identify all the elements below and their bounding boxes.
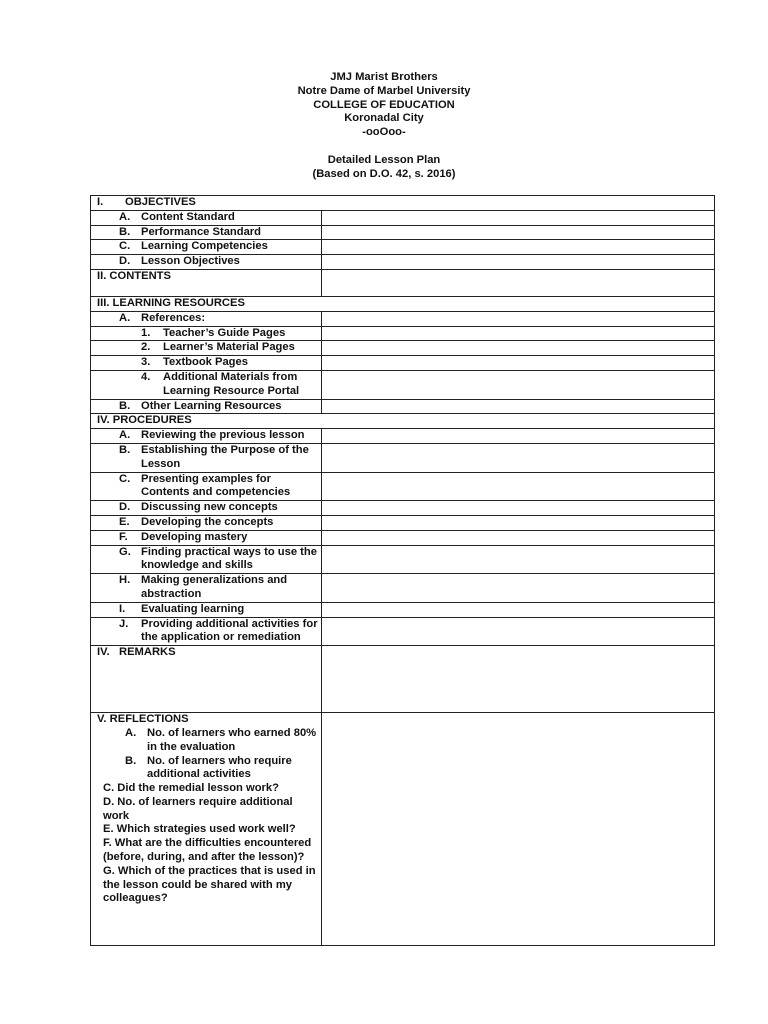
list-item: D. No. of learners require additional work <box>103 795 293 822</box>
contents-row <box>91 269 715 296</box>
table-row: A. References: <box>91 311 715 326</box>
table-row: E. Developing the concepts <box>91 515 715 530</box>
list-item: A. No. of learners who earned 80% in the evaluation <box>125 726 317 753</box>
resources-header-row <box>91 296 715 311</box>
procedure-entry[interactable] <box>322 617 715 646</box>
procedure-label: Presenting examples for Contents and competencies <box>141 472 291 499</box>
header-line-4: Koronadal City <box>344 112 424 125</box>
table-row: D. Lesson Objectives <box>91 255 715 270</box>
teachers-guide-label: Teacher’s Guide Pages <box>163 326 286 339</box>
references-entry[interactable] <box>322 311 715 326</box>
objectives-header-row <box>91 196 715 211</box>
learning-competencies-entry[interactable] <box>322 240 715 255</box>
learners-material-entry[interactable] <box>322 341 715 356</box>
table-row: 4. Additional Materials from Learning Resource Portal <box>91 370 715 399</box>
additional-materials-label: Additional Materials from Learning Resource Portal <box>163 370 300 397</box>
objectives-number: I. <box>97 196 104 208</box>
document-subtitle: (Based on D.O. 42, s. 2016) <box>312 167 456 180</box>
list-item: B. No. of learners who require additional activities <box>125 754 292 781</box>
table-row: H. Making generalizations and abstraction <box>91 574 715 603</box>
list-item: F. What are the difficulties encountered (before, during, and after the lesson)? <box>103 837 312 864</box>
remarks-entry[interactable] <box>322 646 715 713</box>
contents-title: II. CONTENTS <box>97 269 171 282</box>
reflections-title: V. REFLECTIONS <box>97 713 189 726</box>
procedure-entry[interactable] <box>322 574 715 603</box>
remarks-row: IV. REMARKS <box>91 646 715 713</box>
table-row: 2. Learner’s Material Pages <box>91 341 715 356</box>
learning-competencies-label: Learning Competencies <box>141 240 268 253</box>
list-item: G. Which of the practices that is used in the lesson could be shared with my colleagues? <box>103 864 316 905</box>
procedure-entry[interactable] <box>322 501 715 516</box>
procedure-label: Discussing new concepts <box>141 501 278 514</box>
list-item: E. Which strategies used work well? <box>103 823 296 836</box>
teachers-guide-entry[interactable] <box>322 326 715 341</box>
performance-standard-entry[interactable] <box>322 225 715 240</box>
objectives-title: OBJECTIVES <box>125 196 196 208</box>
table-row: G. Finding practical ways to use the knowledge and skills <box>91 545 715 574</box>
table-row: J. Providing additional activities for the application or remediation <box>91 617 715 646</box>
reflections-entry[interactable] <box>322 713 715 946</box>
procedure-label: Evaluating learning <box>141 602 245 615</box>
objectives-title-cell <box>91 196 715 211</box>
procedures-header-row <box>91 414 715 429</box>
header-line-3: COLLEGE OF EDUCATION <box>313 98 455 111</box>
header-line-1: JMJ Marist Brothers <box>330 71 438 83</box>
procedure-entry[interactable] <box>322 530 715 545</box>
table-row: B. Other Learning Resources <box>91 399 715 414</box>
table-row: I. Evaluating learning <box>91 602 715 617</box>
procedure-label: Finding practical ways to use the knowledge and skills <box>141 545 317 572</box>
procedure-entry[interactable] <box>322 515 715 530</box>
header-line-2: Notre Dame of Marbel University <box>297 84 471 97</box>
document-header <box>0 71 768 181</box>
textbook-pages-label: Textbook Pages <box>163 356 248 369</box>
table-row: A. Reviewing the previous lesson <box>91 429 715 444</box>
table-row: F. Developing mastery <box>91 530 715 545</box>
reflections-row <box>91 713 715 946</box>
lesson-objectives-entry[interactable] <box>322 255 715 270</box>
contents-entry[interactable] <box>322 269 715 296</box>
textbook-pages-entry[interactable] <box>322 356 715 371</box>
lesson-objectives-label: Lesson Objectives <box>141 255 240 268</box>
procedure-entry[interactable] <box>322 443 715 472</box>
lesson-plan-table <box>90 195 715 946</box>
header-line-5: -ooOoo- <box>362 126 406 139</box>
table-row: B. Establishing the Purpose of the Lesson <box>91 443 715 472</box>
references-label: References: <box>141 311 206 324</box>
performance-standard-label: Performance Standard <box>141 225 261 238</box>
content-standard-entry[interactable] <box>322 210 715 225</box>
list-item: C. Did the remedial lesson work? <box>103 782 279 795</box>
procedure-entry[interactable] <box>322 472 715 501</box>
document-title: Detailed Lesson Plan <box>327 153 441 166</box>
procedure-label: Developing mastery <box>141 530 248 543</box>
table-row: 1. Teacher’s Guide Pages <box>91 326 715 341</box>
learners-material-label: Learner’s Material Pages <box>163 341 295 354</box>
additional-materials-entry[interactable] <box>322 370 715 399</box>
procedure-label: Establishing the Purpose of the Lesson <box>141 443 309 470</box>
procedure-entry[interactable] <box>322 602 715 617</box>
table-row: 3. Textbook Pages <box>91 356 715 371</box>
table-row: B. Performance Standard <box>91 225 715 240</box>
procedure-label: Reviewing the previous lesson <box>141 429 305 442</box>
procedures-title: IV. PROCEDURES <box>97 414 192 427</box>
procedure-label: Making generalizations and abstraction <box>141 574 288 600</box>
content-standard-label: Content Standard <box>141 210 235 223</box>
procedure-label: Providing additional activities for the application or remediation <box>141 617 318 644</box>
remarks-title: REMARKS <box>119 646 176 659</box>
procedure-entry[interactable] <box>322 545 715 574</box>
table-row: C. Presenting examples for Contents and competencies <box>91 472 715 501</box>
other-resources-label: Other Learning Resources <box>141 399 282 412</box>
table-row: C. Learning Competencies <box>91 240 715 255</box>
procedure-label: Developing the concepts <box>141 515 274 528</box>
other-resources-entry[interactable] <box>322 399 715 414</box>
resources-title: III. LEARNING RESOURCES <box>97 296 245 309</box>
procedure-entry[interactable] <box>322 429 715 444</box>
table-row: A. Content Standard <box>91 210 715 225</box>
table-row: D. Discussing new concepts <box>91 501 715 516</box>
